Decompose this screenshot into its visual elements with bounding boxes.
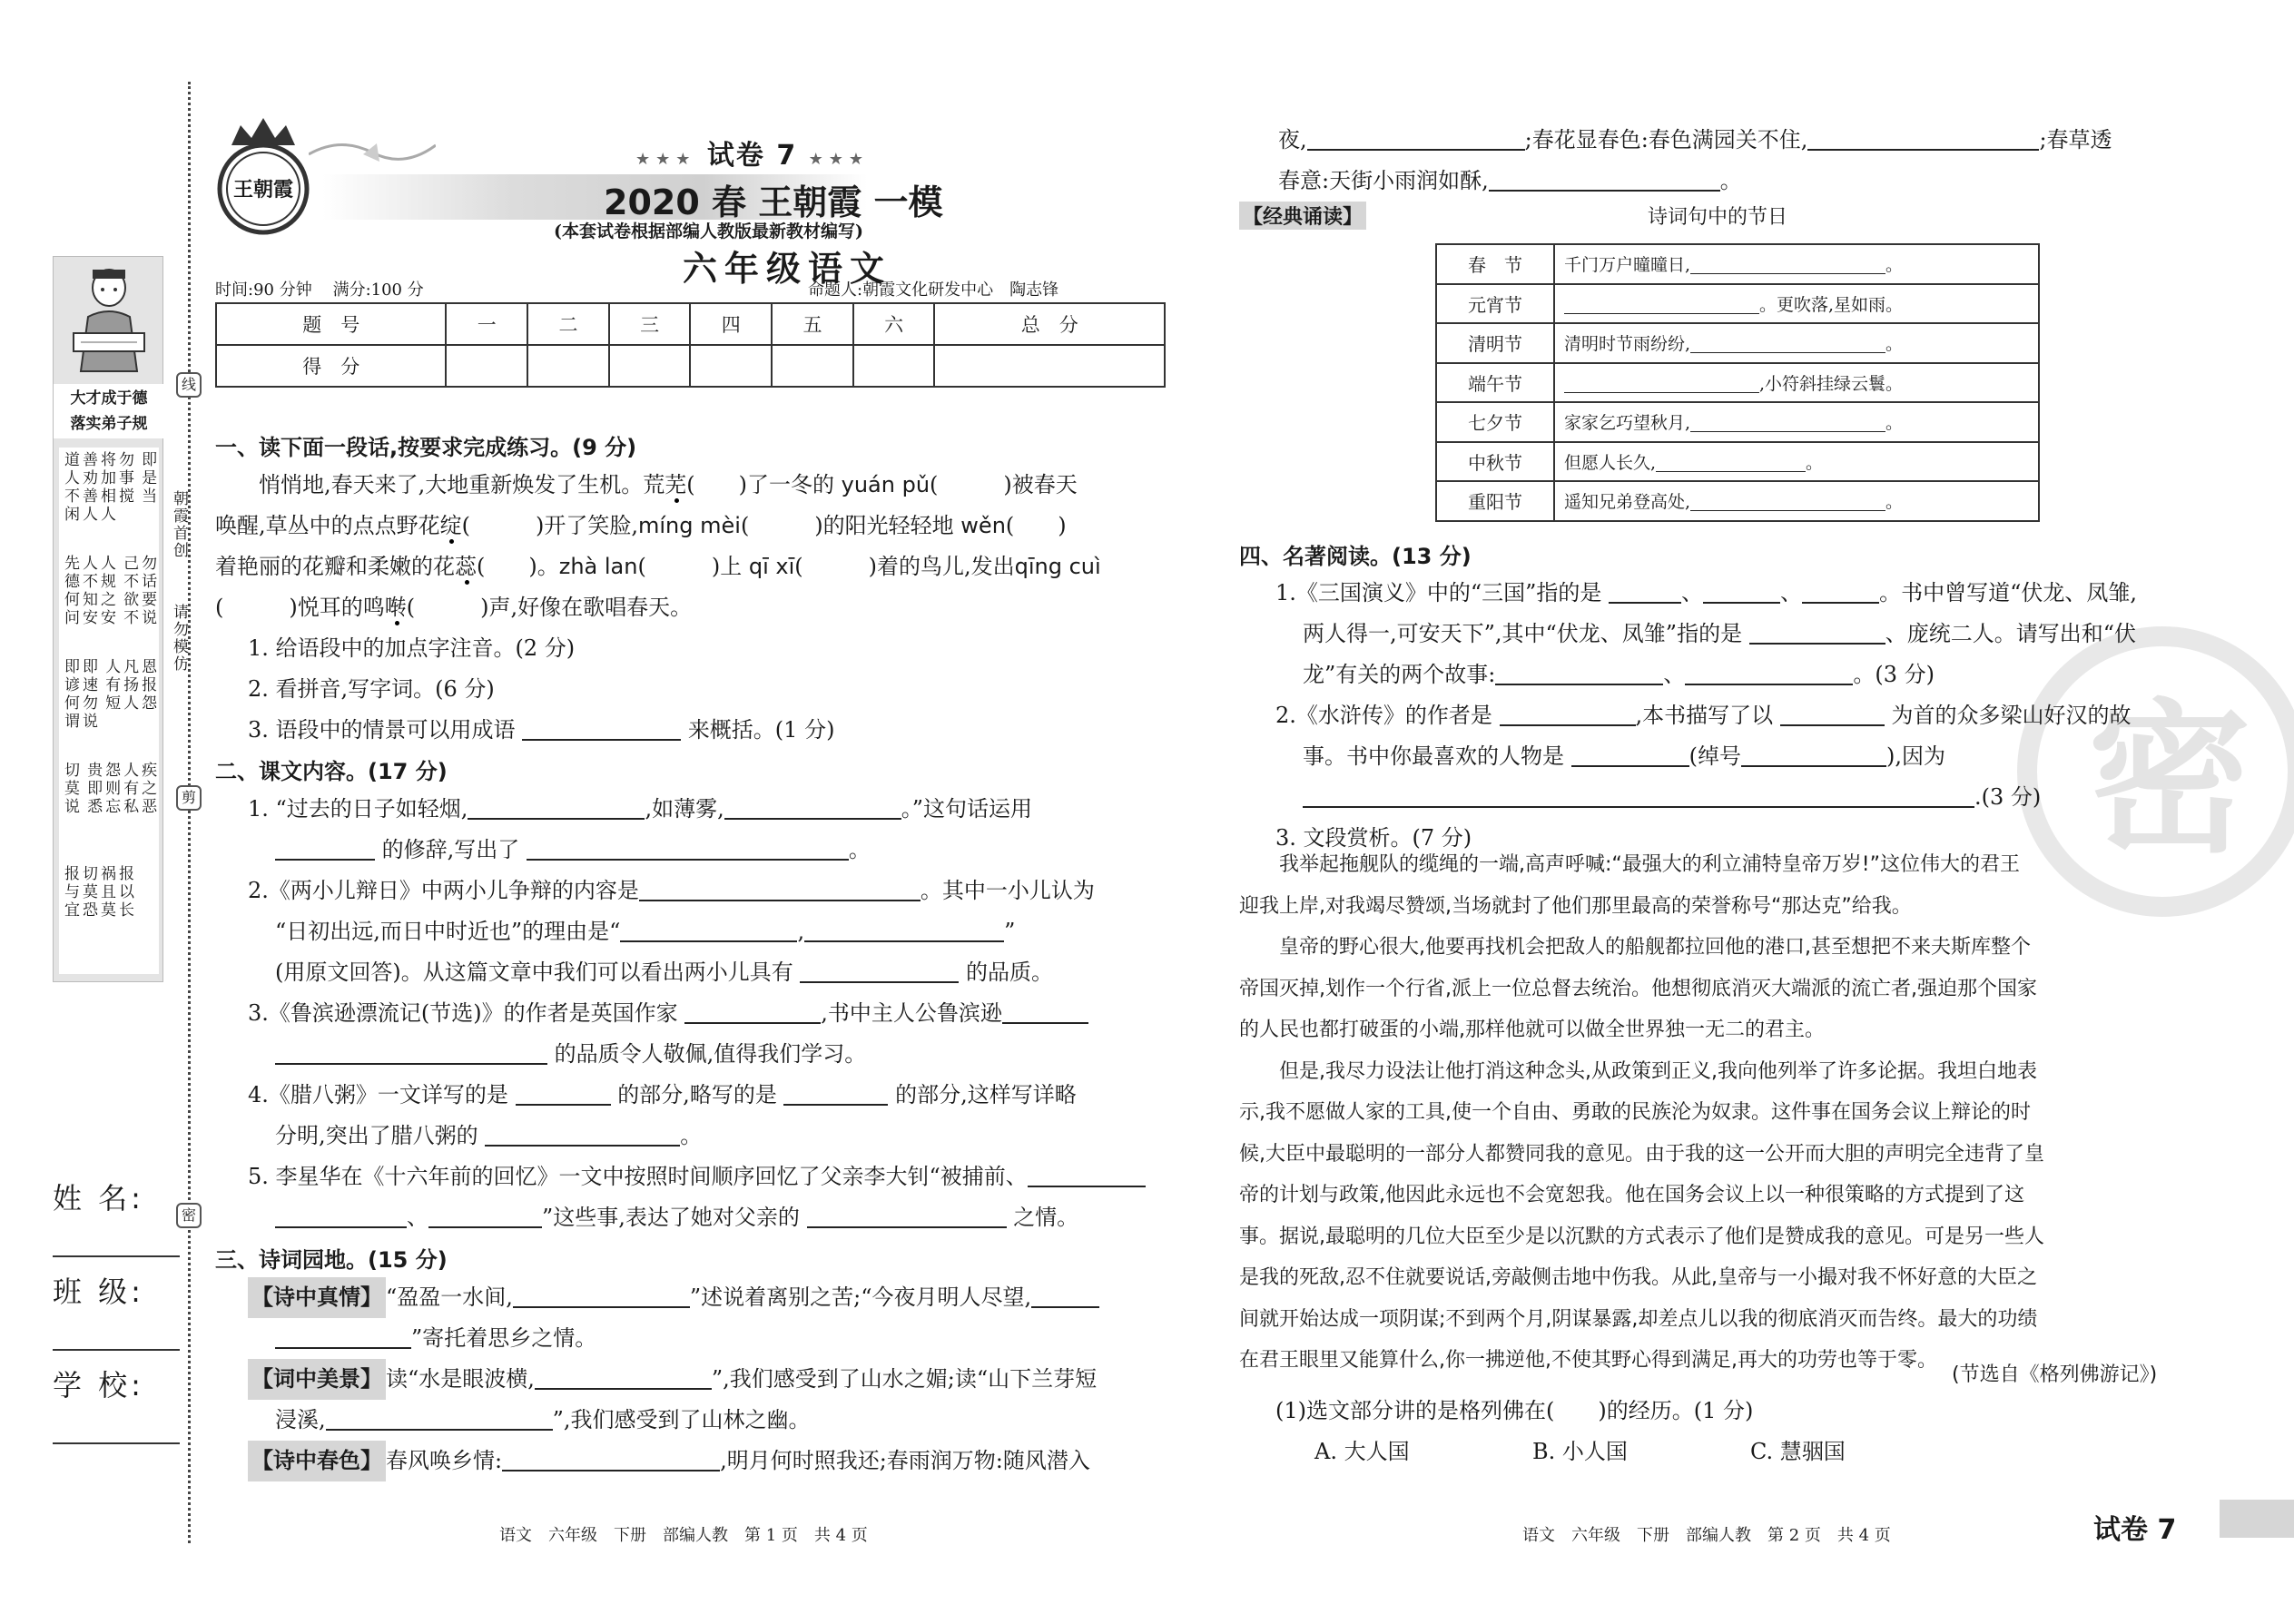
table-row: 清明节 清明时节雨纷纷, 。 (1436, 323, 2039, 363)
answer-blank[interactable] (527, 833, 849, 861)
seal-watermark: 密 (2087, 685, 2251, 875)
q2-5: 5. 李星华在《十六年前的回忆》一文中按照时间顺序回忆了父亲李大钊“被捕前、 (248, 1156, 1168, 1197)
answer-blank[interactable] (684, 997, 821, 1024)
motto-item: 报以长 (115, 865, 133, 920)
motto-item: 贵即悉 (84, 762, 103, 816)
answer-blank[interactable] (516, 1078, 611, 1106)
score-table-row: 得 分 (216, 345, 1165, 387)
footer-left: 语文 六年级 下册 部编人教 第 1 页 共 4 页 (499, 1526, 868, 1545)
tag-poem-spring: 【诗中春色】 (248, 1441, 386, 1481)
answer-blank[interactable] (535, 1363, 712, 1390)
answer-blank[interactable] (1609, 576, 1681, 604)
exam-author: 命题人:朝霞文化研发中心 陶志锋 (808, 281, 1059, 300)
answer-blank[interactable] (620, 915, 797, 942)
q4-3: 3. 文段赏析。(7 分) (1275, 825, 1472, 851)
motto-item: 己不欲不 (120, 555, 139, 627)
motto-item: 报与宜 (61, 865, 79, 920)
table-row: 中秋节 但愿人长久, 。 (1436, 442, 2039, 482)
answer-blank[interactable] (1571, 740, 1689, 767)
answer-blank[interactable] (807, 1201, 1007, 1228)
motto-item: 人不知安 (79, 555, 97, 627)
option-a[interactable]: A. 大人国 (1314, 1439, 1410, 1464)
motto-item: 先德何问 (61, 555, 79, 627)
motto-item: 祸且莫 (97, 865, 115, 920)
exam-subtitle: (本套试卷根据部编人教版最新教材编写) (554, 221, 863, 241)
table-row: 重阳节 遥知兄弟登高处, 。 (1436, 481, 2039, 521)
tag-poem-scenery: 【词中美景】 (248, 1359, 386, 1400)
motto-box (53, 256, 163, 982)
logo-text: 王朝霞 (232, 178, 293, 202)
answer-blank[interactable] (1303, 781, 1974, 808)
answer-blank[interactable] (275, 833, 375, 861)
answer-blank[interactable] (1307, 123, 1525, 151)
answer-options (1314, 1432, 2132, 1472)
answer-blank[interactable] (428, 1201, 542, 1228)
motto-item: 人规之安 (97, 555, 115, 627)
section3-poems: 【诗中真情】 “盈盈一水间, ”述说着离别之苦;“今夜月明人尽望, ”寄托着思乡之情。 【词中美景】 读“水是眼波横, ”,我们感受到了山水之媚;读“山下兰芽短 浸溪, ”,我们感受到了山林之幽。 【诗中春色】 春风唤乡情: ,明月何时照我还;春雨润万物:随风潜入 (248, 1277, 1168, 1481)
answer-blank[interactable] (804, 915, 1004, 942)
motto-item: 恩报怨 (138, 658, 157, 713)
section2-head: 二、课文内容。(17 分) (215, 759, 448, 784)
q1-2: 2. 看拼音,写字词。(6 分) (248, 676, 495, 702)
binding-mark-seal: 密 (176, 1203, 202, 1228)
table-row: 端午节 ,小符斜挂绿云鬟。 (1436, 363, 2039, 403)
motto-item: 即是当 (138, 451, 157, 506)
section4-questions: 1.《三国演义》中的“三国”指的是 、 、 。书中曾写道“伏龙、凤雏, 两人得一,可安天下”,其中“伏龙、凤雏”指的是 、庞统二人。请写出和“伏 龙”有关的两个故事: 、 。(3 分) 2.《水浒传》的作者是 ,本书描写了以 为首的众多梁山好汉的故 事。书中你最喜欢的人物是 (绰号 ),因为 .(3 分) 3. 文段赏析。(7 分) (1275, 573, 2197, 859)
answer-blank[interactable] (800, 956, 959, 983)
answer-blank[interactable] (1685, 658, 1853, 685)
option-b[interactable]: B. 小人国 (1532, 1439, 1628, 1464)
answer-blank[interactable] (1703, 576, 1780, 604)
novel-excerpt: 我举起拖舰队的缆绳的一端,高声呼喊:“最强大的利立浦特皇帝万岁!”这位伟大的君王 迎我上岸,对我竭尽赞颂,当场就封了他们那里最高的荣誉称号“那达克”给我。 皇帝的野心很大,他要再找机会把敌人的船舰都拉回他的港口,甚至想把不来夫斯库整个 帝国灭掉,划作一个行省,派上一位总督去统治。他想彻底消灭大端派的流亡者,强迫那个国家 的人民也都打破蛋的小端,那样他就可以做全世界独一无二的君主。 但是,我尽力设法让他打消这种念头,从政策到正义,我向他列举了许多论据。我坦白地表 示,我不愿做人家的工具,使一个自由、勇敢的民族沦为奴隶。这件事在国务会议上辩论的时 候,大臣中最聪明的一部分人都赞同我的意见。由于我的这一公开而大胆的声明完全违背了皇 帝的计划与政策,他因此永远也不会宽恕我。他在国务会议上以一种很策略的方式提到了这 事。据说,最聪明的几位大臣至少是以沉默的方式表示了他们是赞成我的意见。可是另一些人 是我的死敌,忍不住就要说话,旁敲侧击地中伤我。从此,皇帝与一小撮对我不怀好意的大臣之 间就开始达成一项阴谋;不到两个月,阴谋暴露,却差点儿以我的彻底消灭而告终。最大的功绩 在君王眼里又能算什么,你一拂逆他,不使其野心得到满足,再大的功劳也等于零。 (1239, 853, 2044, 1372)
answer-blank[interactable] (1564, 373, 1759, 393)
score-table (215, 302, 1166, 388)
answer-blank[interactable] (1564, 294, 1759, 314)
answer-blank[interactable] (639, 874, 921, 901)
q2-4: 4.《腊八粥》一文详写的是 的部分,略写的是 的部分,这样写详略 (248, 1075, 1168, 1116)
paper-number: ★★★ 试卷 7 ★★★ (635, 140, 870, 172)
answer-blank[interactable] (522, 714, 681, 741)
answer-blank[interactable] (275, 1201, 407, 1228)
exam-time-score: 时间:90 分钟 满分:100 分 (215, 281, 424, 300)
answer-blank[interactable] (1741, 740, 1886, 767)
tag-poem-emotion: 【诗中真情】 (248, 1277, 386, 1318)
section3-continued: 夜, ;春花显春色:春色满园关不住, ;春草透 春意:天街小雨润如酥, 。 (1278, 120, 2195, 202)
binding-mark-line: 线 (176, 372, 202, 398)
q2-3: 3.《鲁滨逊漂流记(节选)》的作者是英国作家 ,书中主人公鲁滨逊 (248, 993, 1168, 1034)
corner-band (2220, 1500, 2294, 1538)
corner-paper-number: 试卷 7 (2093, 1514, 2177, 1546)
motto-item: 切莫说 (61, 762, 79, 816)
q2-2: 2.《两小儿辩日》中两小儿争辩的内容是 。其中一小儿认为 (248, 871, 1168, 911)
answer-blank[interactable] (1690, 491, 1885, 511)
student-info-fields (53, 1176, 180, 1456)
q4-3-1: (1)选文部分讲的是格列佛在( )的经历。(1 分) (1275, 1398, 1754, 1423)
answer-blank[interactable] (1690, 412, 1885, 432)
q2-1: 1. “过去的日子如轻烟, ,如薄雾, 。”这句话运用 (248, 789, 1168, 830)
binding-text-no-copy: 请勿模仿 (170, 604, 188, 673)
motto-item: 即谚何谓 (61, 658, 79, 731)
answer-blank[interactable] (468, 792, 645, 820)
motto-item: 凡扬人 (120, 658, 139, 713)
answer-blank[interactable] (1500, 699, 1636, 726)
binding-mark-cut: 剪 (176, 785, 202, 811)
answer-blank[interactable] (1495, 658, 1663, 685)
motto-item: 即速勿说 (79, 658, 97, 731)
motto-item: 疾之恶 (138, 762, 157, 816)
score-cell[interactable] (934, 345, 1165, 387)
section1-passage: 悄悄地,春天来了,大地重新焕发了生机。荒芜( )了一冬的 yuán pǔ( )被春天 唤醒,草丛中的点点野花绽( )开了笑脸,míng mèi( )的阳光轻轻地 wěn( ) 着艳丽的花瓣和柔嫩的花蕊( )。zhà lan( )上 qī xī( )着的鸟儿,发出qīng cuì ( )悦耳的鸣啭( )声,好像在歌唱春天。 1. 给语段中的加点字注音。(2 分) 2. 看拼音,写字词。(6 分) 3. 语段中的情景可以用成语 来概括。(1 分) (215, 465, 1168, 751)
answer-blank[interactable] (275, 1038, 547, 1065)
answer-blank[interactable] (1690, 333, 1885, 353)
binding-text-original: 朝霞首创 (170, 490, 188, 559)
ribbon-decoration-icon (309, 136, 436, 172)
answer-blank[interactable] (783, 1078, 888, 1106)
excerpt-source: (节选自《格列佛游记》) (1952, 1363, 2158, 1386)
answer-blank[interactable] (1690, 254, 1885, 274)
score-cell[interactable] (690, 345, 772, 387)
school-field[interactable]: 学 校: (53, 1363, 180, 1456)
grade-title: 六年级语文 (683, 248, 892, 289)
motto-item: 将加相人 (97, 451, 115, 524)
binding-dash-line (188, 82, 191, 1543)
answer-blank[interactable] (275, 1322, 411, 1349)
answer-blank[interactable] (1031, 1281, 1099, 1308)
score-cell[interactable] (527, 345, 609, 387)
classic-reading-head: 【经典诵读】 诗词句中的节日 (1239, 202, 1366, 230)
table-row: 春 节 千门万户曈曈日, 。 (1436, 244, 2039, 284)
motto-columns (59, 448, 159, 974)
table-row: 七夕节 家家乞巧望秋月, 。 (1436, 402, 2039, 442)
answer-blank[interactable] (326, 1403, 553, 1431)
answer-blank[interactable] (1807, 123, 2039, 151)
score-cell[interactable] (853, 345, 935, 387)
motto-item: 人有私 (120, 762, 139, 816)
motto-item: 人有短 (102, 658, 121, 713)
answer-blank[interactable] (485, 1119, 680, 1147)
answer-blank[interactable] (502, 1444, 720, 1471)
festival-poem-table (1435, 243, 2040, 522)
brand-logo-icon (213, 109, 313, 236)
motto-item: 勿话要说 (138, 555, 157, 627)
motto-item: 怨则忘 (102, 762, 121, 816)
table-row: 元宵节 。更吹落,星如雨。 (1436, 284, 2039, 324)
answer-blank[interactable] (513, 1281, 690, 1308)
answer-blank[interactable] (1028, 1160, 1146, 1187)
score-cell[interactable] (609, 345, 691, 387)
section2-questions: 1. “过去的日子如轻烟, ,如薄雾, 。”这句话运用 的修辞,写出了 。 2.《两小儿辩日》中两小儿争辩的内容是 。其中一小儿认为 “日初出远,而日中时近也”的理由是“ , ” (用原文回答)。从这篇文章中我们可以看出两小儿具有 的品质。 3.《鲁滨逊漂流记(节选)》的作者是英国作家 ,书中主人公鲁滨逊 的品质令人敬佩,值得我们学习。 4.《腊八粥》一文详写的是 的部分,略写的是 的部分,这样写详略 分明,突出了腊八粥的 。 5. 李星华在《十六年前的回忆》一文中按照时间顺序回忆了父亲李大钊“被捕前、 、 ”这些事,表达了她对父亲的 之情。 (248, 789, 1168, 1238)
answer-blank[interactable] (1002, 997, 1088, 1024)
scholar-figure-icon (54, 257, 164, 384)
motto-item: 切莫恐 (79, 865, 97, 920)
exam-title: 2020 春 王朝霞 一模 (604, 182, 943, 222)
motto-head: 大才成于德 落实弟子规 (54, 384, 164, 438)
footer-right: 语文 六年级 下册 部编人教 第 2 页 共 4 页 (1522, 1526, 1891, 1545)
name-field[interactable]: 姓 名: (53, 1176, 180, 1269)
answer-blank[interactable] (724, 792, 901, 820)
answer-blank[interactable] (1749, 617, 1885, 645)
q1-1: 1. 给语段中的加点字注音。(2 分) (248, 635, 576, 661)
section4-head: 四、名著阅读。(13 分) (1239, 544, 1472, 569)
section3-head: 三、诗词园地。(15 分) (215, 1247, 448, 1273)
motto-item: 道人不闲 (61, 451, 79, 524)
motto-item: 善劝善人 (79, 451, 97, 524)
answer-blank[interactable] (1656, 452, 1806, 472)
answer-blank[interactable] (1802, 576, 1879, 604)
motto-item: 勿事搅 (115, 451, 133, 506)
section1-head: 一、读下面一段话,按要求完成练习。(9 分) (215, 435, 637, 460)
class-field[interactable]: 班 级: (53, 1269, 180, 1363)
score-cell[interactable] (446, 345, 527, 387)
answer-blank[interactable] (1489, 164, 1720, 192)
score-table-header: 题 号 一 二 三 四 五 六 总 分 (216, 303, 1165, 345)
score-cell[interactable] (772, 345, 853, 387)
answer-blank[interactable] (1780, 699, 1885, 726)
q1-3: 3. 语段中的情景可以用成语 来概括。(1 分) (215, 710, 1168, 751)
option-c[interactable]: C. 慧骃国 (1750, 1439, 1846, 1464)
